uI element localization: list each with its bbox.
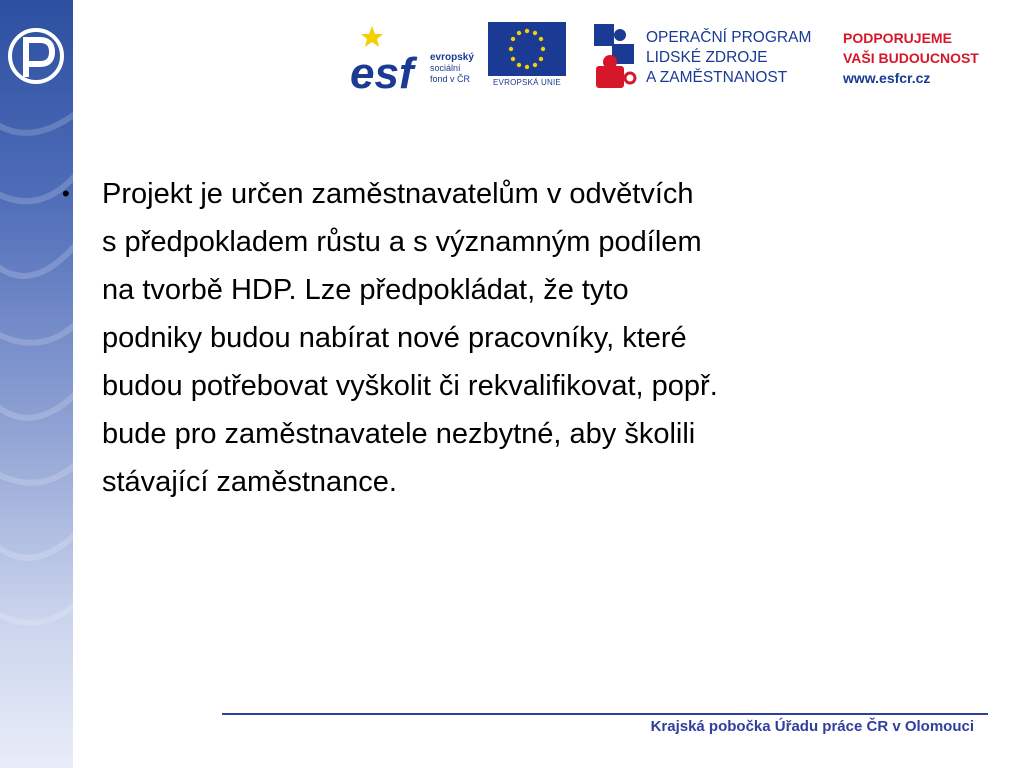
op-line-2: LIDSKÉ ZDROJE xyxy=(646,49,768,66)
footer-divider xyxy=(222,713,988,715)
op-lzz-text xyxy=(646,28,811,88)
op-puzzle-icon xyxy=(592,22,642,92)
op-lzz-logo xyxy=(592,22,824,92)
svg-text:esf: esf xyxy=(350,49,414,92)
footer-text: Krajská pobočka Úřadu práce ČR v Olomouci xyxy=(650,718,974,735)
urad-prace-logo-icon xyxy=(6,24,66,88)
eu-label: EVROPSKÁ UNIE xyxy=(493,78,561,87)
bullet-dot-icon: • xyxy=(62,181,70,206)
support-line-2: VAŠI BUDOUCNOST xyxy=(843,50,979,66)
support-line-1: PODPORUJEME xyxy=(843,30,952,46)
support-url: www.esfcr.cz xyxy=(843,70,931,86)
esf-line-3: fond v ČR xyxy=(430,74,471,84)
op-line-3: A ZAMĚSTNANOST xyxy=(646,69,788,86)
bullet-text: Projekt je určen zaměstnavatelům v odvětvích s předpokladem růstu a s významným podílem na tvorbě HDP. Lze předpokládat, že tyto podniky budou nabírat nové pracovníky, které budou potřebovat vyškolit či rekvalifikovat, popř. bude pro zaměstnavatele nezbytné, aby školili stávající zaměstnance. xyxy=(102,178,718,498)
slide-content xyxy=(62,170,962,506)
eu-flag-icon xyxy=(488,22,566,76)
esf-subtitle xyxy=(430,52,474,85)
esf-line-2: sociální xyxy=(430,63,461,73)
op-line-1: OPERAČNÍ PROGRAM xyxy=(646,29,812,46)
esf-wordmark-icon xyxy=(350,22,430,92)
bullet-item xyxy=(62,170,962,506)
eu-logo xyxy=(488,22,566,92)
esf-line-1: evropský xyxy=(430,52,474,63)
support-slogan xyxy=(843,28,979,88)
esf-logo xyxy=(350,22,482,92)
